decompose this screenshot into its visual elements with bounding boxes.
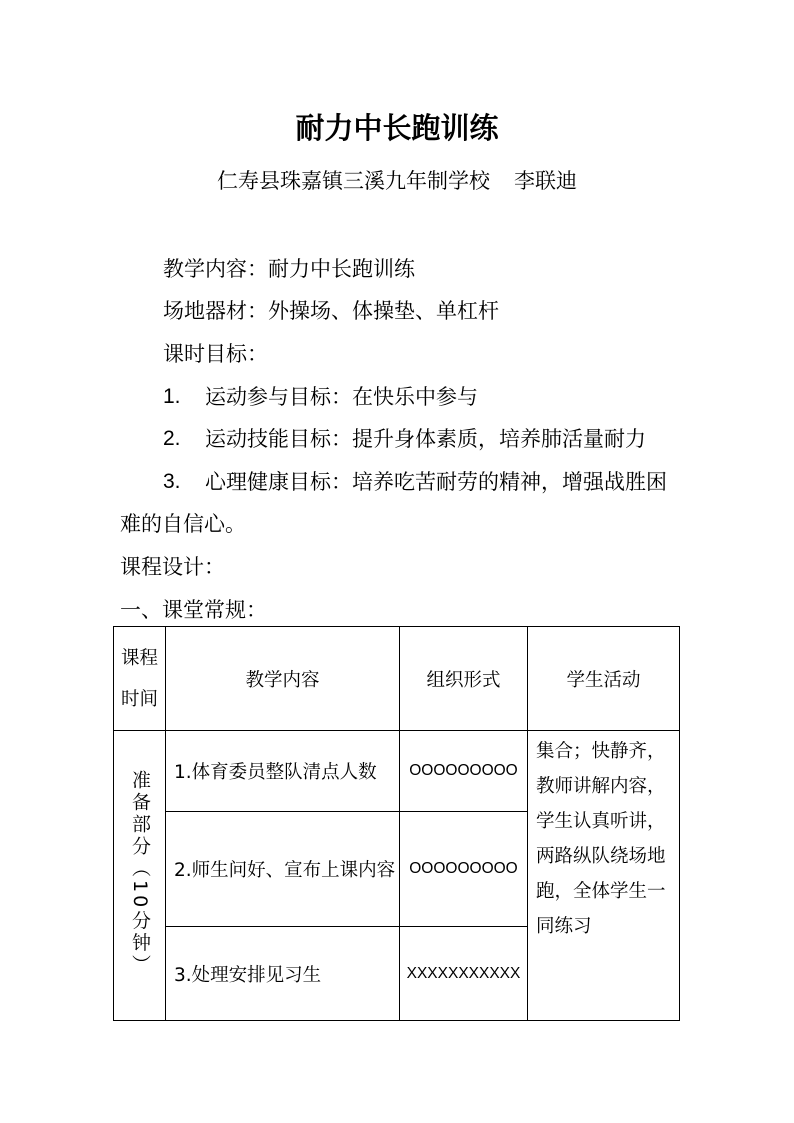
header-organization: 组织形式 [400, 627, 528, 731]
activity-line: 同练习 [536, 916, 592, 937]
phase-label: 准备部分（10分钟） [129, 769, 151, 977]
row-organization: XXXXXXXXXXX [400, 927, 528, 1021]
activity-line: 教师讲解内容， [536, 776, 666, 797]
row-organization: OOOOOOOOO [400, 731, 528, 812]
objective-number: 1. [163, 385, 181, 408]
header-time-line: 课程 [120, 647, 158, 669]
activity-line: 集合；快静齐， [536, 741, 666, 762]
table-row [114, 731, 680, 812]
table-header-row [114, 627, 680, 731]
school-name: 仁寿县珠嘉镇三溪九年制学校 [217, 169, 490, 193]
activity-line: 两路纵队绕场地 [536, 846, 666, 867]
objective-number: 3. [163, 470, 181, 493]
document-title: 耐力中长跑训练 [295, 111, 499, 145]
teaching-content: 教学内容：耐力中长跑训练 [163, 257, 415, 281]
row-content: 2.师生问好、宣布上课内容 [166, 812, 400, 927]
activity-line: 跑，全体学生一 [536, 881, 666, 902]
section-heading: 一、课堂常规： [120, 598, 267, 622]
objective-text: 运动技能目标：提升身体素质，培养肺活量耐力 [205, 427, 646, 451]
activity-line: 学生认真听讲， [536, 811, 666, 832]
header-content: 教学内容 [166, 627, 400, 731]
row-content: 1.体育委员整队清点人数 [166, 731, 400, 812]
objective-number: 2. [163, 427, 181, 450]
student-activity-cell [528, 731, 680, 1021]
phase-cell [114, 731, 166, 1021]
venue-equipment: 场地器材：外操场、体操垫、单杠杆 [163, 299, 499, 323]
author-name: 李联迪 [514, 169, 577, 193]
objectives-heading: 课时目标： [163, 342, 268, 366]
objective-text: 心理健康目标：培养吃苦耐劳的精神，增强战胜困 [205, 470, 667, 494]
header-time [114, 627, 166, 731]
header-time-line: 时间 [120, 688, 158, 710]
lesson-plan-table [113, 626, 680, 1021]
row-organization: OOOOOOOOO [400, 812, 528, 927]
header-activity: 学生活动 [528, 627, 680, 731]
row-content: 3.处理安排见习生 [166, 927, 400, 1021]
objective-text: 运动参与目标：在快乐中参与 [205, 385, 478, 409]
objective-text-continuation: 难的自信心。 [120, 512, 246, 536]
byline [0, 166, 794, 196]
course-design-heading: 课程设计： [120, 555, 225, 579]
